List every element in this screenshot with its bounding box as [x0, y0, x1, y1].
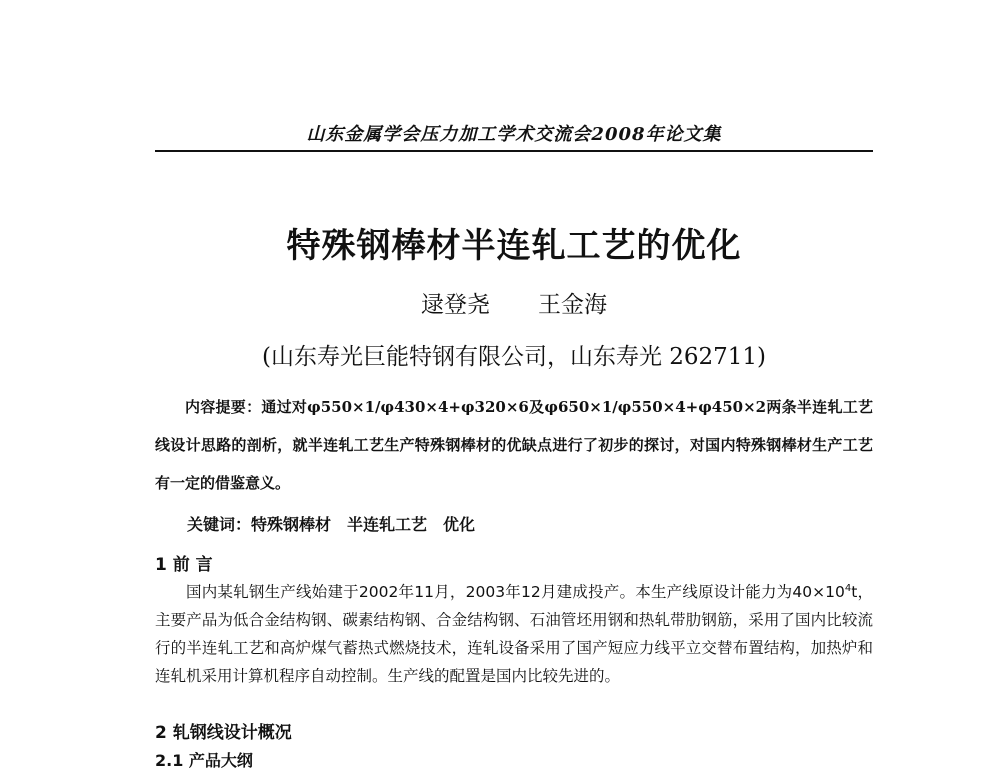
running-header: 山东金属学会压力加工学术交流会2008年论文集 [306, 124, 722, 145]
section-1-heading: 1 前 言 [155, 555, 213, 575]
section-1-paragraph [155, 578, 873, 690]
abstract-text: 通过对φ550×1/φ430×4+φ320×6及φ650×1/φ550×4+φ450×2两条半连轧工艺线设计思路的剖析，就半连轧工艺生产特殊钢棒材的优缺点进行了初步的探讨，对国内特殊钢棒材生产工艺有一定的借鉴意义。 [155, 398, 873, 492]
keyword-1: 特殊钢棒材 [251, 515, 332, 534]
para-text-a: 国内某轧钢生产线始建于2002年11月，2003年12月建成投产。本生产线原设计能力为40×10 [186, 583, 845, 601]
para-text-b: t，主要产品为低合金结构钢、碳素结构钢、合金结构钢、石油管坯用钢和热轧带肋钢筋，采用了国内比较流行的半连轧工艺和高炉煤气蓄热式燃烧技术，连轧设备采用了国产短应力线平立交替布置结构，加热炉和连轧机采用计算机程序自动控制。生产线的配置是国内比较先进的。 [155, 583, 873, 685]
author-2: 王金海 [538, 292, 607, 318]
abstract [155, 388, 873, 502]
section-2-heading: 2 轧钢线设计概况 [155, 723, 292, 743]
authors [155, 286, 873, 319]
author-1: 逯登尧 [421, 292, 490, 318]
header-rule [155, 150, 873, 152]
keyword-3: 优化 [443, 515, 476, 534]
affiliation: (山东寿光巨能特钢有限公司，山东寿光 262711) [261, 344, 767, 370]
keywords-label: 关键词： [187, 515, 252, 534]
section-2-1-heading: 2.1 产品大纲 [155, 751, 253, 770]
abstract-label: 内容提要： [185, 398, 262, 416]
para-superscript: 4 [844, 582, 852, 594]
keyword-2: 半连轧工艺 [347, 515, 428, 534]
paper-title: 特殊钢棒材半连轧工艺的优化 [286, 226, 742, 266]
keywords [155, 512, 873, 535]
